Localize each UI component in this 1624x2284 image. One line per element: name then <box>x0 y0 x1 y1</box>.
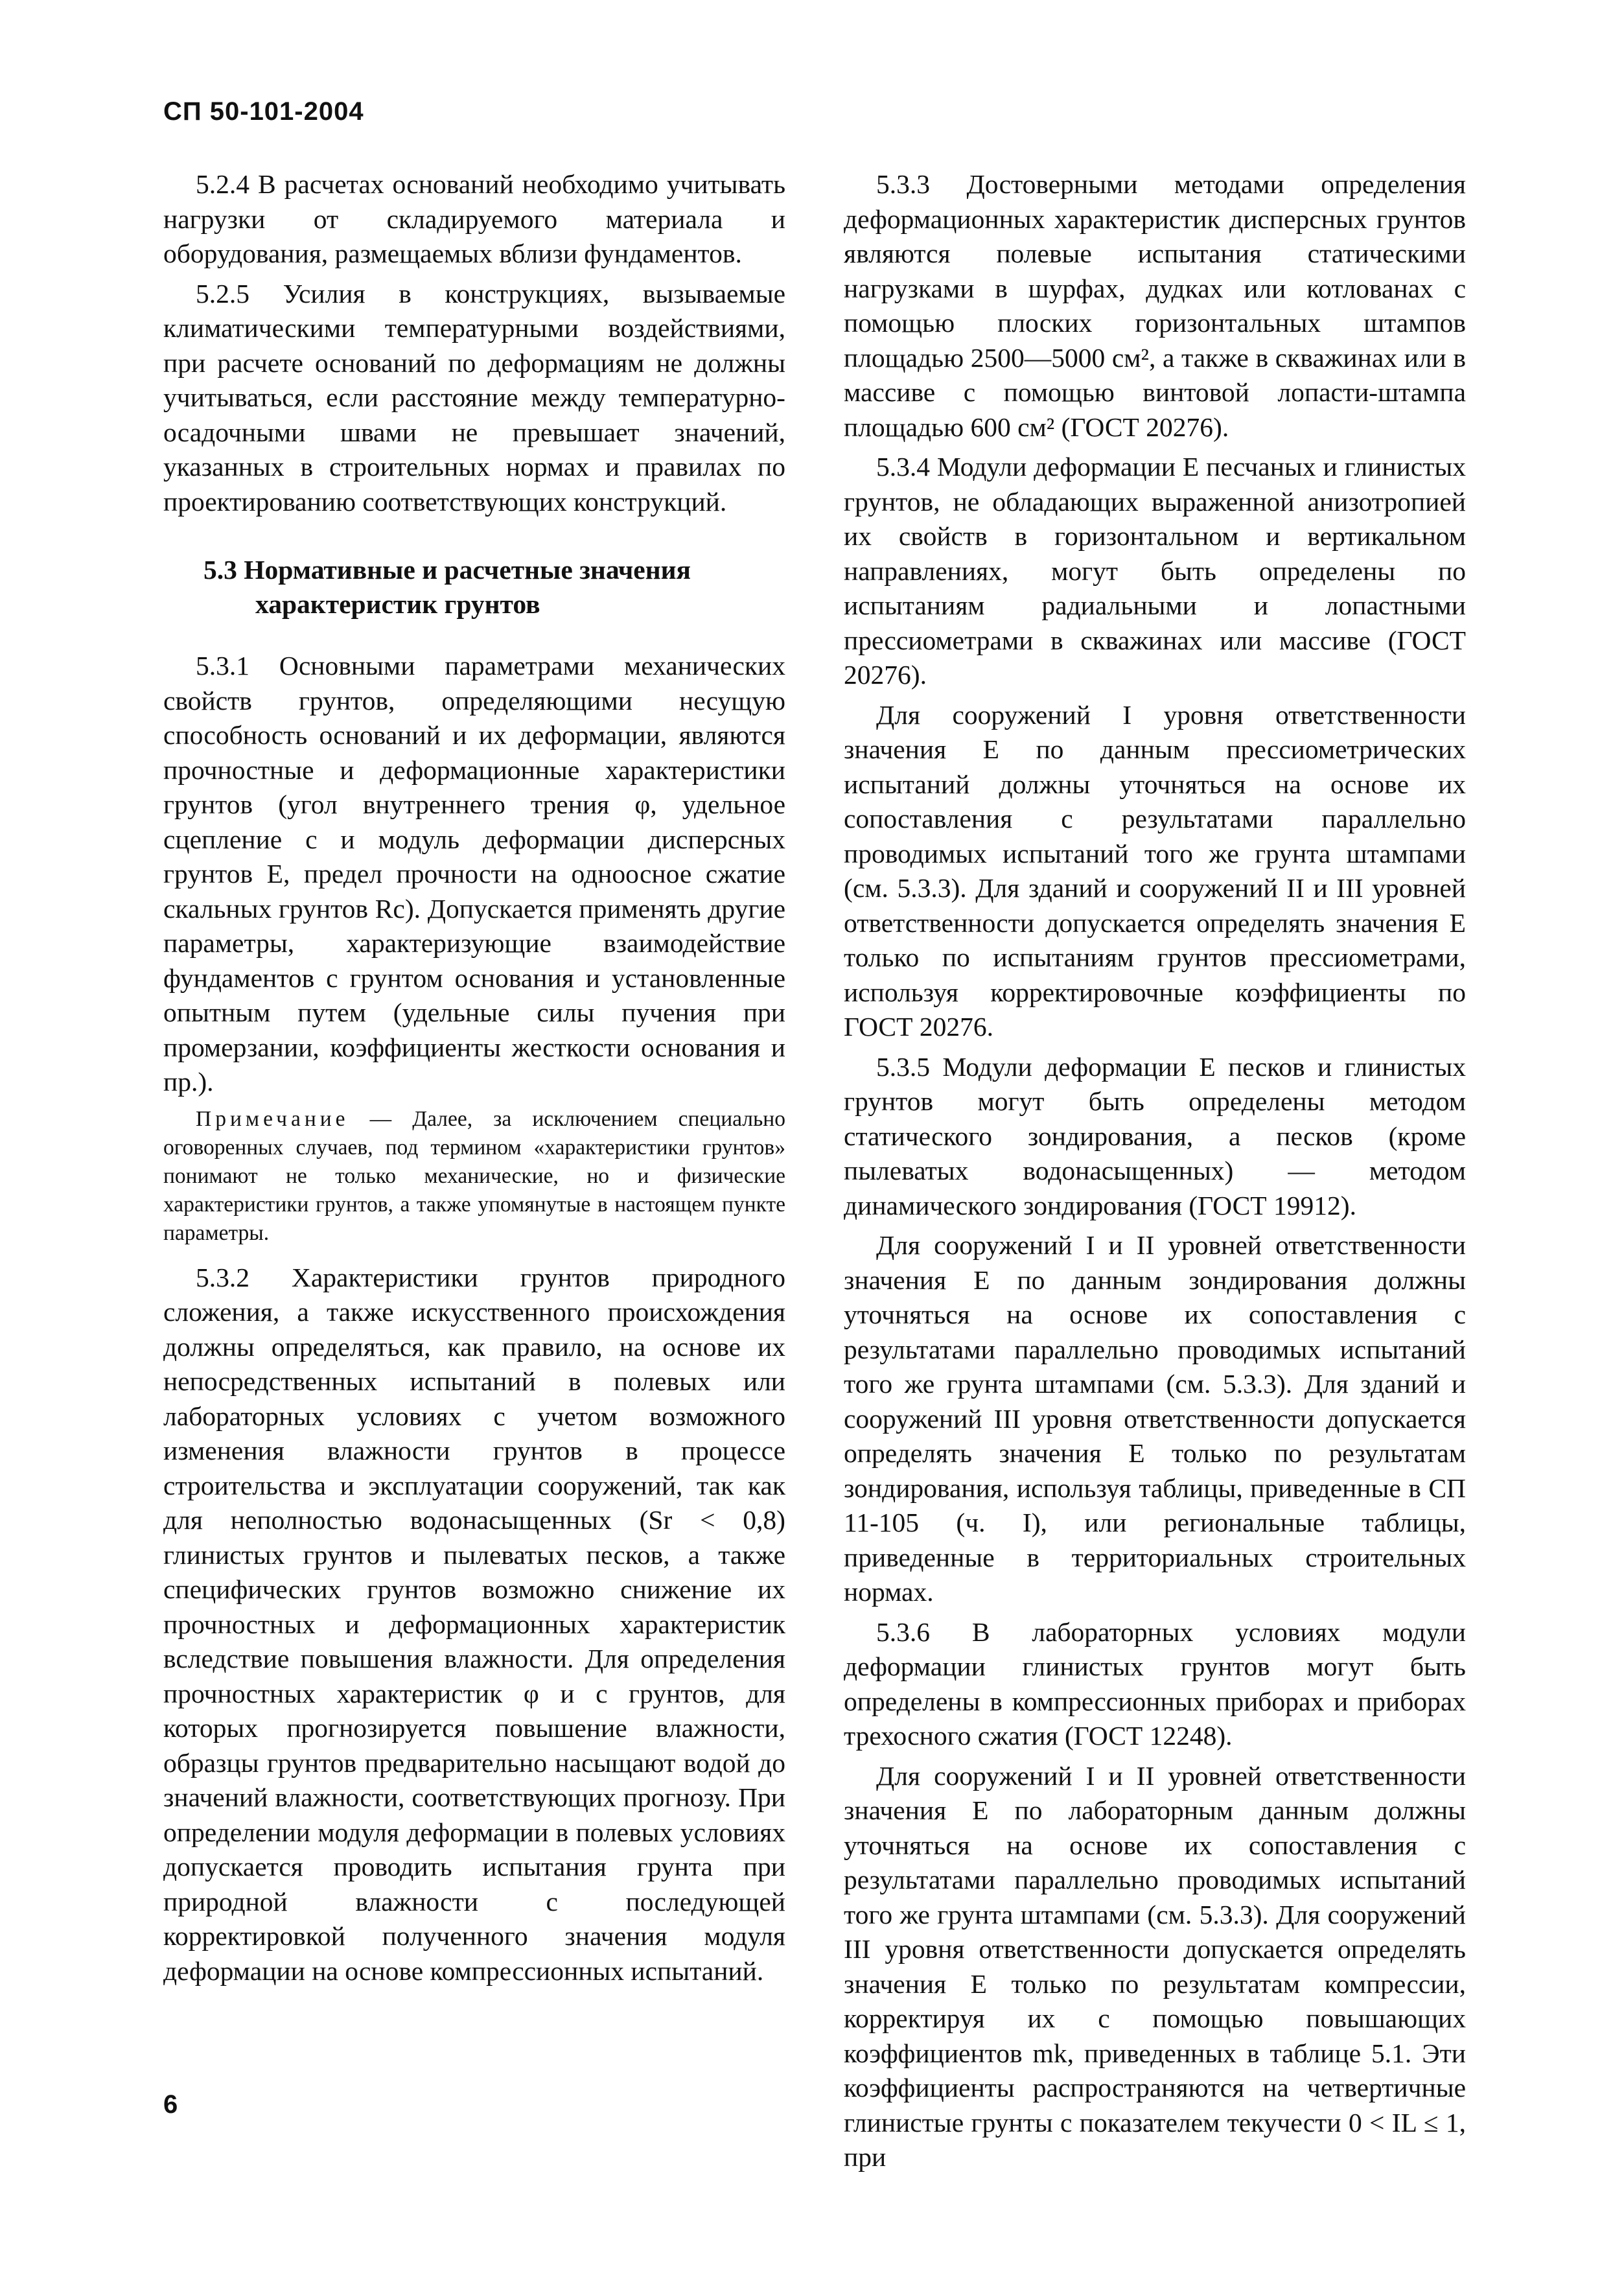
note-text: — Далее, за исключением специально оговоренных случаев, под термином «характеристики грунтов» понимают не только механические, но и физические характеристики грунтов, а также упомянутые в настоящем пункте параметры. <box>163 1106 785 1245</box>
document-code-header: СП 50-101-2004 <box>163 97 364 126</box>
paragraph-5-2-4: 5.2.4 В расчетах оснований необходимо учитывать нагрузки от складируемого материала и оборудования, размещаемых вблизи фундаментов. <box>163 169 785 268</box>
section-heading-5-3 <box>163 553 785 622</box>
paragraph-5-2-5: 5.2.5 Усилия в конструкциях, вызываемые климатическими температурными воздействиями, при расчете оснований по деформациям не должны учитываться, если расстояние между температурно-осадочными швами не превышает значений, указанных в строительных нормах и правилах по проектированию соответствующих конструкций. <box>163 278 785 517</box>
paragraph-5-3-6-continued: Для сооружений I и II уровней ответственности значения E по лабораторным данным должны уточняться на основе их сопоставления с результатами параллельно проводимых испытаний того же грунта штампами (см. 5.3.3). Для сооружений III уровня ответственности допускается определять значения E только по результатам компрессии, корректируя их с помощью повышающих коэффициентов mk, приведенных в таблице 5.1. Эти коэффициенты распространяются на четвертичные глинистые грунты с показателем текучести 0 < IL ≤ 1, при <box>844 1760 1466 2172</box>
paragraph-5-3-2: 5.3.2 Характеристики грунтов природного сложения, а также искусственного происхождения должны определяться, как правило, на основе их непосредственных испытаний в полевых или лабораторных условиях с учетом возможного изменения влажности грунтов в процессе строительства и эксплуатации сооружений, так как для неполностью водонасыщенных (Sr < 0,8) глинистых грунтов и пылеватых песков, а также специфических грунтов возможно снижение их прочностных и деформационных характеристик вследствие повышения влажности. Для определения прочностных характеристик φ и c грунтов, для которых прогнозируется повышение влажности, образцы грунтов предварительно насыщают водой до значений влажности, соответствующих прогнозу. При определении модуля деформации в полевых условиях допускается проводить испытания грунта при природной влажности с последующей корректировкой полученного значения модуля деформации на основе компрессионных испытаний. <box>163 1262 785 1986</box>
left-column <box>163 167 785 1994</box>
page-number: 6 <box>163 2090 178 2119</box>
section-heading-line2: характеристик грунтов <box>255 589 540 619</box>
paragraph-5-3-6: 5.3.6 В лабораторных условиях модули деформации глинистых грунтов могут быть определены в компрессионных приборах и приборах трехосного сжатия (ГОСТ 12248). <box>844 1616 1466 1751</box>
right-column <box>844 167 1466 2180</box>
paragraph-5-3-3: 5.3.3 Достоверными методами определения деформационных характеристик дисперсных грунтов являются полевые испытания статическими нагрузками в шурфах, дудках или котлованах с помощью плоских горизонтальных штампов площадью 2500—5000 см², а также в скважинах или в массиве с помощью винтовой лопасти-штампа площадью 600 см² (ГОСТ 20276). <box>844 169 1466 442</box>
paragraph-5-3-4: 5.3.4 Модули деформации E песчаных и глинистых грунтов, не обладающих выраженной анизотропией их свойств в горизонтальном и вертикальном направлениях, могут быть определены по испытаниям радиальными и лопастными прессиометрами в скважинах или массиве (ГОСТ 20276). <box>844 452 1466 690</box>
note-paragraph <box>163 1105 785 1248</box>
section-heading-line1: 5.3 Нормативные и расчетные значения <box>203 555 691 585</box>
note-label: Примечание <box>196 1106 349 1131</box>
paragraph-5-3-4-continued: Для сооружений I уровня ответственности значения E по данным прессиометрических испытаний должны уточняться на основе их сопоставления с результатами параллельно проводимых испытаний того же грунта штампами (см. 5.3.3). Для зданий и сооружений II и III уровней ответственности допускается определять значения E только по испытаниям грунтов прессиометрами, используя корректировочные коэффициенты по ГОСТ 20276. <box>844 699 1466 1042</box>
paragraph-5-3-1: 5.3.1 Основными параметрами механических свойств грунтов, определяющими несущую способность оснований и их деформации, являются прочностные и деформационные характеристики грунтов (угол внутреннего трения φ, удельное сцепление c и модуль деформации дисперсных грунтов E, предел прочности на одноосное сжатие скальных грунтов Rc). Допускается применять другие параметры, характеризующие взаимодействие фундаментов с грунтом основания и установленные опытным путем (удельные силы пучения при промерзании, коэффициенты жесткости основания и пр.). <box>163 651 785 1097</box>
paragraph-5-3-5: 5.3.5 Модули деформации E песков и глинистых грунтов могут быть определены методом статического зондирования, а песков (кроме пылеватых водонасыщенных) — методом динамического зондирования (ГОСТ 19912). <box>844 1051 1466 1220</box>
paragraph-5-3-5-continued: Для сооружений I и II уровней ответственности значения E по данным зондирования должны уточняться на основе их сопоставления с результатами параллельно проводимых испытаний того же грунта штампами (см. 5.3.3). Для зданий и сооружений III уровня ответственности допускается определять значения E только по результатам зондирования, используя таблицы, приведенные в СП 11-105 (ч. I), или региональные таблицы, приведенные в территориальных строительных нормах. <box>844 1230 1466 1607</box>
